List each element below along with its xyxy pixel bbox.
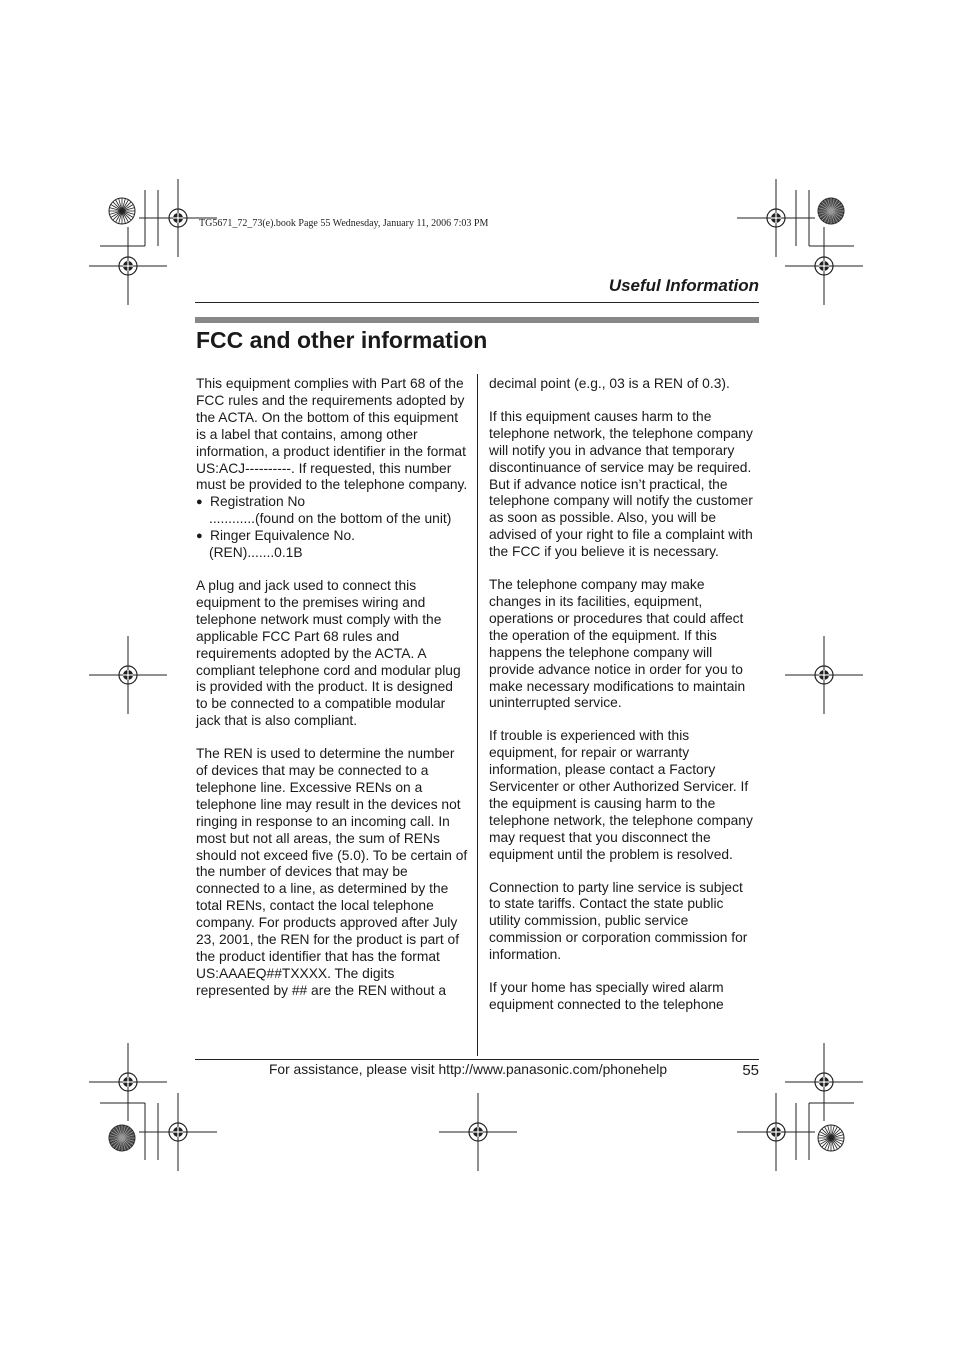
crosshair-target-icon (737, 179, 815, 257)
paragraph: This equipment complies with Part 68 of the FCC rules and the requirements adopted by the ACTA. On the bottom of this equipment is a label that contains, among other information, a product identifier in the format US:ACJ----------. If requested, this number must be provided to the telephone company. (196, 376, 468, 493)
crosshair-target-icon (89, 1043, 167, 1121)
crosshair-target-icon (439, 1093, 517, 1171)
paragraph: The REN is used to determine the number of devices that may be connected to a telephone line. Excessive RENs on a telephone line may result in the devices not ringing in response to an incoming call. In most but not all areas, the sum of RENs should not exceed five (5.0). To be certain of the number of devices that may be connected to a line, as determined by the total RENs, contact the local telephone company. For products approved after July 23, 2001, the REN for the product is part of the product identifier that has the format US:AAAEQ##TXXXX. The digits represented by ## are the REN without a (196, 746, 468, 998)
crosshair-target-icon (785, 636, 863, 714)
crosshair-target-icon (89, 636, 167, 714)
crosshair-target-icon (785, 227, 863, 305)
column-divider (477, 374, 478, 1056)
paragraph: The telephone company may make changes in its facilities, equipment, operations or procedures that could affect the operation of the equipment. If this happens the telephone company will provide advance notice in order for you to make necessary modifications to maintain uninterrupted service. (489, 577, 746, 711)
crosshair-target-icon (89, 227, 167, 305)
paragraph: decimal point (e.g., 03 is a REN of 0.3). (489, 376, 730, 391)
starburst-target-icon (109, 198, 135, 224)
starburst-target-icon (109, 1125, 135, 1151)
footer-assistance: For assistance, please visit http://www.panasonic.com/phonehelp (269, 1062, 668, 1077)
title-bar-rule (195, 317, 759, 323)
bullet-registration (196, 494, 468, 511)
paragraph: If trouble is experienced with this equipment, for repair or warranty information, please contact a Factory Servicenter or other Authorized Servicer. If the equipment is causing harm to the telephone network, the telephone company may request that you disconnect the equipment until the problem is resolved. (489, 728, 753, 862)
book-file-info: TG5671_72_73(e).book Page 55 Wednesday, January 11, 2006 7:03 PM (199, 218, 489, 229)
paragraph: If this equipment causes harm to the telephone network, the telephone company will notify you in advance that temporary discontinuance of service may be required. But if advance notice isn’t practical, the telephone company will notify the customer as soon as possible. Also, you will be advised of your right to file a complaint with the FCC if you believe it is necessary. (489, 408, 753, 560)
crosshair-target-icon (785, 1043, 863, 1121)
right-column (489, 376, 757, 1030)
starburst-target-icon (818, 198, 844, 224)
crosshair-target-icon (737, 1093, 815, 1171)
paragraph: Connection to party line service is subject to state tariffs. Contact the state public utility commission, public service commission or corporation commission for information. (489, 879, 748, 963)
footer-rule (195, 1059, 759, 1060)
bullet-label: Registration No (210, 494, 306, 510)
bullet-detail: (REN).......0.1B (209, 545, 303, 561)
paragraph: If your home has specially wired alarm equipment connected to the telephone (489, 980, 724, 1012)
starburst-target-icon (818, 1125, 844, 1151)
bullet-label: Ringer Equivalence No. (210, 528, 355, 544)
header-rule (195, 302, 759, 303)
bullet-ringer (196, 528, 468, 545)
section-header: Useful Information (608, 276, 759, 295)
page-title: FCC and other information (196, 327, 488, 353)
page-number: 55 (742, 1062, 759, 1079)
left-column (196, 376, 468, 1016)
crosshair-target-icon (139, 1093, 217, 1171)
bullet-detail: ............(found on the bottom of the unit) (209, 511, 452, 527)
paragraph: A plug and jack used to connect this equipment to the premises wiring and telephone network must comply with the applicable FCC Part 68 rules and requirements adopted by the ACTA. A compliant telephone cord and modular plug is provided with the product. It is designed to be connected to a compatible modular jack that is also compliant. (196, 577, 461, 729)
